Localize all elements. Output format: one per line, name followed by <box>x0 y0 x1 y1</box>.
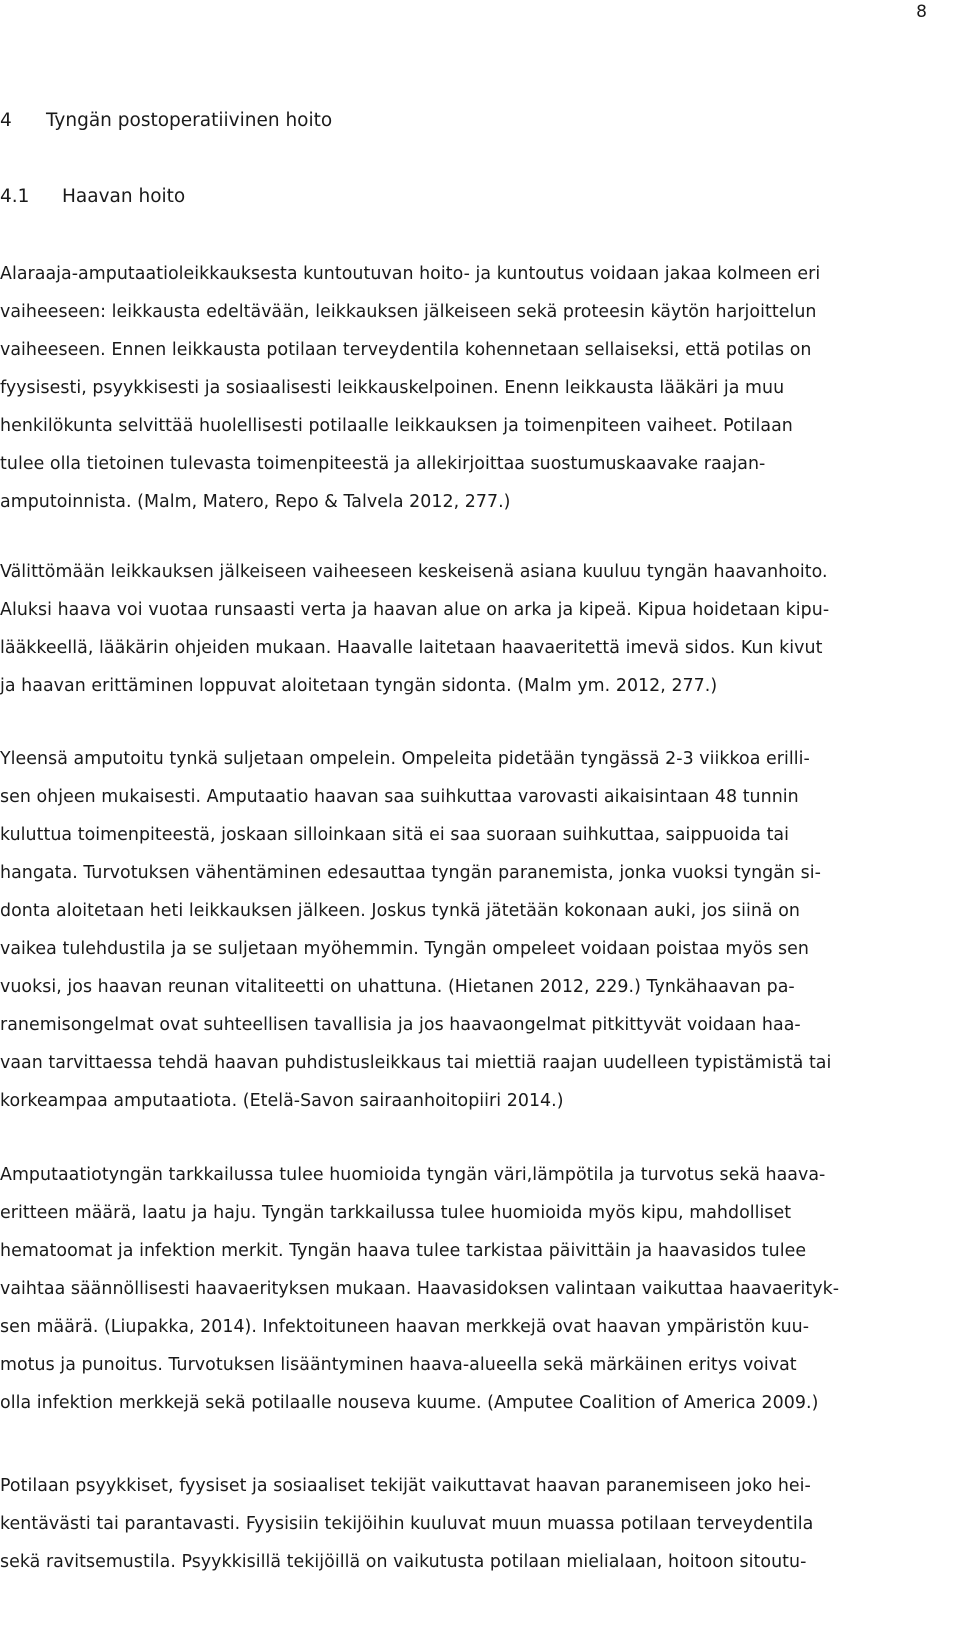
text-line: olla infektion merkkejä sekä potilaalle nouseva kuume. (Amputee Coalition of America 2009.) <box>0 1393 819 1413</box>
text-line: ja haavan erittäminen loppuvat aloitetaan tyngän sidonta. (Malm ym. 2012, 277.) <box>0 676 718 696</box>
text-line: Välittömään leikkauksen jälkeiseen vaiheeseen keskeisenä asiana kuuluu tyngän haavanhoito. <box>0 562 828 582</box>
paragraph <box>0 255 925 521</box>
text-line: Yleensä amputoitu tynkä suljetaan ompelein. Ompeleita pidetään tyngässä 2-3 viikkoa erilli- <box>0 749 810 769</box>
text-line: vaan tarvittaessa tehdä haavan puhdistusleikkaus tai miettiä raajan uudelleen typistämistä tai <box>0 1053 832 1073</box>
text-line: vaihtaa säännöllisesti haavaerityksen mukaan. Haavasidoksen valintaan vaikuttaa haavaerityk- <box>0 1279 840 1299</box>
text-line: vaiheeseen. Ennen leikkausta potilaan terveydentila kohennetaan sellaiseksi, että potilas on <box>0 340 812 360</box>
section-heading <box>0 184 185 210</box>
text-line: tulee olla tietoinen tulevasta toimenpiteestä ja allekirjoittaa suostumuskaavake raajan- <box>0 454 766 474</box>
text-line: sekä ravitsemustila. Psyykkisillä tekijöillä on vaikutusta potilaan mielialaan, hoitoon sitoutu- <box>0 1552 807 1572</box>
text-line: kuluttua toimenpiteestä, joskaan silloinkaan sitä ei saa suoraan suihkuttaa, saippuoida tai <box>0 825 790 845</box>
page-number: 8 <box>916 2 927 22</box>
paragraph <box>0 1156 925 1422</box>
text-line: hematoomat ja infektion merkit. Tyngän haava tulee tarkistaa päivittäin ja haavasidos tulee <box>0 1241 807 1261</box>
paragraph <box>0 740 925 1120</box>
text-line: motus ja punoitus. Turvotuksen lisääntyminen haava-alueella sekä märkäinen eritys voivat <box>0 1355 797 1375</box>
text-line: sen ohjeen mukaisesti. Amputaatio haavan saa suihkuttaa varovasti aikaisintaan 48 tunnin <box>0 787 799 807</box>
text-line: Potilaan psyykkiset, fyysiset ja sosiaaliset tekijät vaikuttavat haavan paranemiseen joko hei- <box>0 1476 811 1496</box>
section-title: Haavan hoito <box>62 186 186 207</box>
text-line: Aluksi haava voi vuotaa runsaasti verta ja haavan alue on arka ja kipeä. Kipua hoidetaan kipu- <box>0 600 830 620</box>
chapter-number: 4 <box>0 110 12 131</box>
text-line: korkeampaa amputaatiota. (Etelä-Savon sairaanhoitopiiri 2014.) <box>0 1091 564 1111</box>
text-line: ranemisongelmat ovat suhteellisen tavallisia ja jos haavaongelmat pitkittyvät voidaan haa- <box>0 1015 801 1035</box>
chapter-title: Tyngän postoperatiivinen hoito <box>46 110 333 131</box>
text-line: vaikea tulehdustila ja se suljetaan myöhemmin. Tyngän ompeleet voidaan poistaa myös sen <box>0 939 809 959</box>
chapter-heading <box>0 108 332 134</box>
section-number: 4.1 <box>0 186 30 207</box>
text-line: amputoinnista. (Malm, Matero, Repo & Talvela 2012, 277.) <box>0 492 511 512</box>
paragraph <box>0 553 925 705</box>
text-line: donta aloitetaan heti leikkauksen jälkeen. Joskus tynkä jätetään kokonaan auki, jos siinä on <box>0 901 800 921</box>
text-line: hangata. Turvotuksen vähentäminen edesauttaa tyngän paranemista, jonka vuoksi tyngän si- <box>0 863 821 883</box>
text-line: vuoksi, jos haavan reunan vitaliteetti on uhattuna. (Hietanen 2012, 229.) Tynkähaavan pa- <box>0 977 795 997</box>
text-line: fyysisesti, psyykkisesti ja sosiaalisesti leikkauskelpoinen. Enenn leikkausta lääkäri ja muu <box>0 378 785 398</box>
text-line: henkilökunta selvittää huolellisesti potilaalle leikkauksen ja toimenpiteen vaiheet. Potilaan <box>0 416 793 436</box>
text-line: kentävästi tai parantavasti. Fyysisiin tekijöihin kuuluvat muun muassa potilaan terveydentila <box>0 1514 814 1534</box>
text-line: sen määrä. (Liupakka, 2014). Infektoituneen haavan merkkejä ovat haavan ympäristön kuu- <box>0 1317 810 1337</box>
paragraph <box>0 1467 925 1581</box>
text-line: Amputaatiotyngän tarkkailussa tulee huomioida tyngän väri,lämpötila ja turvotus sekä haava- <box>0 1165 826 1185</box>
text-line: lääkkeellä, lääkärin ohjeiden mukaan. Haavalle laitetaan haavaeritettä imevä sidos. Kun kivut <box>0 638 823 658</box>
text-line: vaiheeseen: leikkausta edeltävään, leikkauksen jälkeiseen sekä proteesin käytön harjoittelun <box>0 302 817 322</box>
text-line: Alaraaja-amputaatioleikkauksesta kuntoutuvan hoito- ja kuntoutus voidaan jakaa kolmeen eri <box>0 264 821 284</box>
text-line: eritteen määrä, laatu ja haju. Tyngän tarkkailussa tulee huomioida myös kipu, mahdolliset <box>0 1203 792 1223</box>
